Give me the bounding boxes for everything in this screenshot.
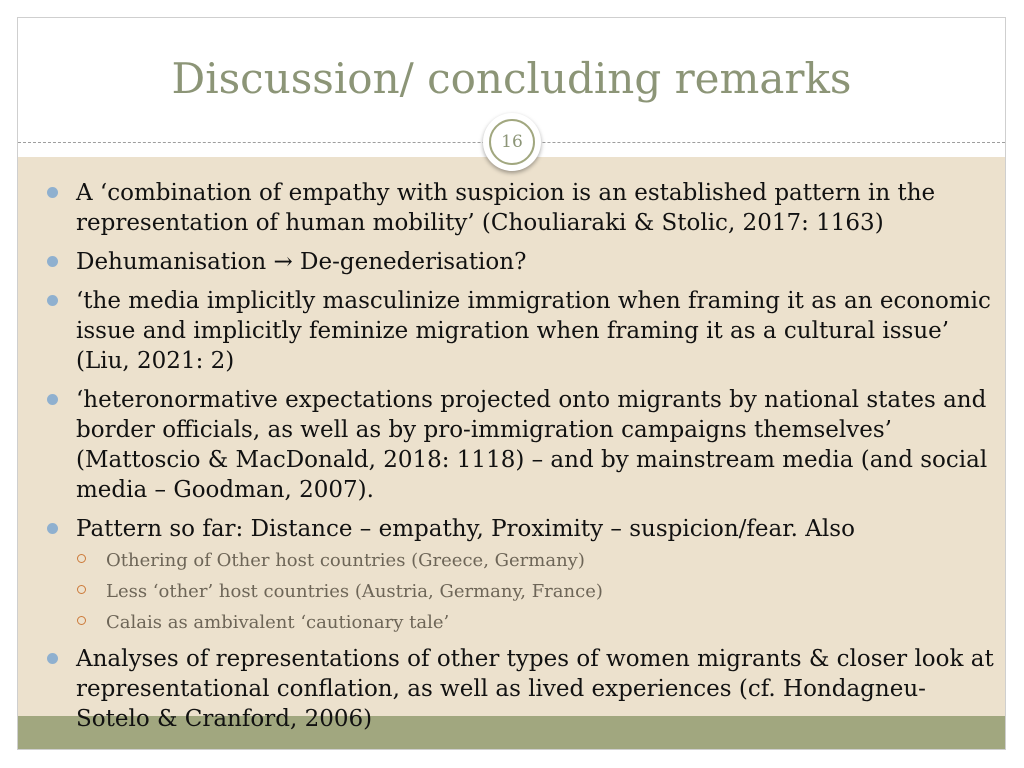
sub-bullet-item — [106, 549, 996, 573]
sub-bullet-text: Othering of Other host countries (Greece, Germany) — [106, 550, 585, 571]
bullet-dot-icon — [47, 256, 58, 267]
bullet-dot-icon — [47, 295, 58, 306]
bullet-item — [76, 644, 996, 734]
bullet-dot-icon — [47, 187, 58, 198]
slide-title: Discussion/ concluding remarks — [171, 54, 852, 103]
page-number: 16 — [489, 119, 535, 165]
bullet-text: Analyses of representations of other types of women migrants & closer look at representational conflation, as well as lived experiences (cf. Hondagneu-Sotelo & Cranford, 2006) — [76, 646, 994, 732]
bullet-item — [76, 385, 996, 505]
bullet-item — [76, 178, 996, 238]
page-number-badge — [483, 113, 541, 171]
sub-bullet-item — [106, 611, 996, 635]
bullet-item — [76, 286, 996, 376]
sub-bullet-text: Less ‘other’ host countries (Austria, Germany, France) — [106, 581, 603, 602]
sub-bullet-ring-icon — [77, 616, 86, 625]
bullet-dot-icon — [47, 653, 58, 664]
bullet-dot-icon — [47, 394, 58, 405]
bullet-dot-icon — [47, 523, 58, 534]
bullet-text: A ‘combination of empathy with suspicion is an established pattern in the representation of human mobility’ (Chouliaraki & Stolic, 2017: 1163) — [76, 180, 936, 236]
bullet-text: ‘the media implicitly masculinize immigration when framing it as an economic issue and implicitly feminize migration when framing it as a cultural issue’ (Liu, 2021: 2) — [76, 288, 991, 374]
sub-bullet-text: Calais as ambivalent ‘cautionary tale’ — [106, 612, 450, 633]
sub-bullet-list — [76, 549, 996, 635]
sub-bullet-ring-icon — [77, 585, 86, 594]
bullet-list — [76, 178, 996, 743]
bullet-item — [76, 514, 996, 635]
slide — [17, 17, 1006, 750]
bullet-item — [76, 247, 996, 277]
sub-bullet-ring-icon — [77, 554, 86, 563]
bullet-text: Pattern so far: Distance – empathy, Proximity – suspicion/fear. Also — [76, 516, 855, 542]
bullet-text: ‘heteronormative expectations projected onto migrants by national states and border officials, as well as by pro-immigration campaigns themselves’ (Mattoscio & MacDonald, 2018: 1118) – and by mainstream media (and social media – Goodman, 2007). — [76, 387, 988, 503]
bullet-text: Dehumanisation → De-genederisation? — [76, 249, 527, 275]
sub-bullet-item — [106, 580, 996, 604]
